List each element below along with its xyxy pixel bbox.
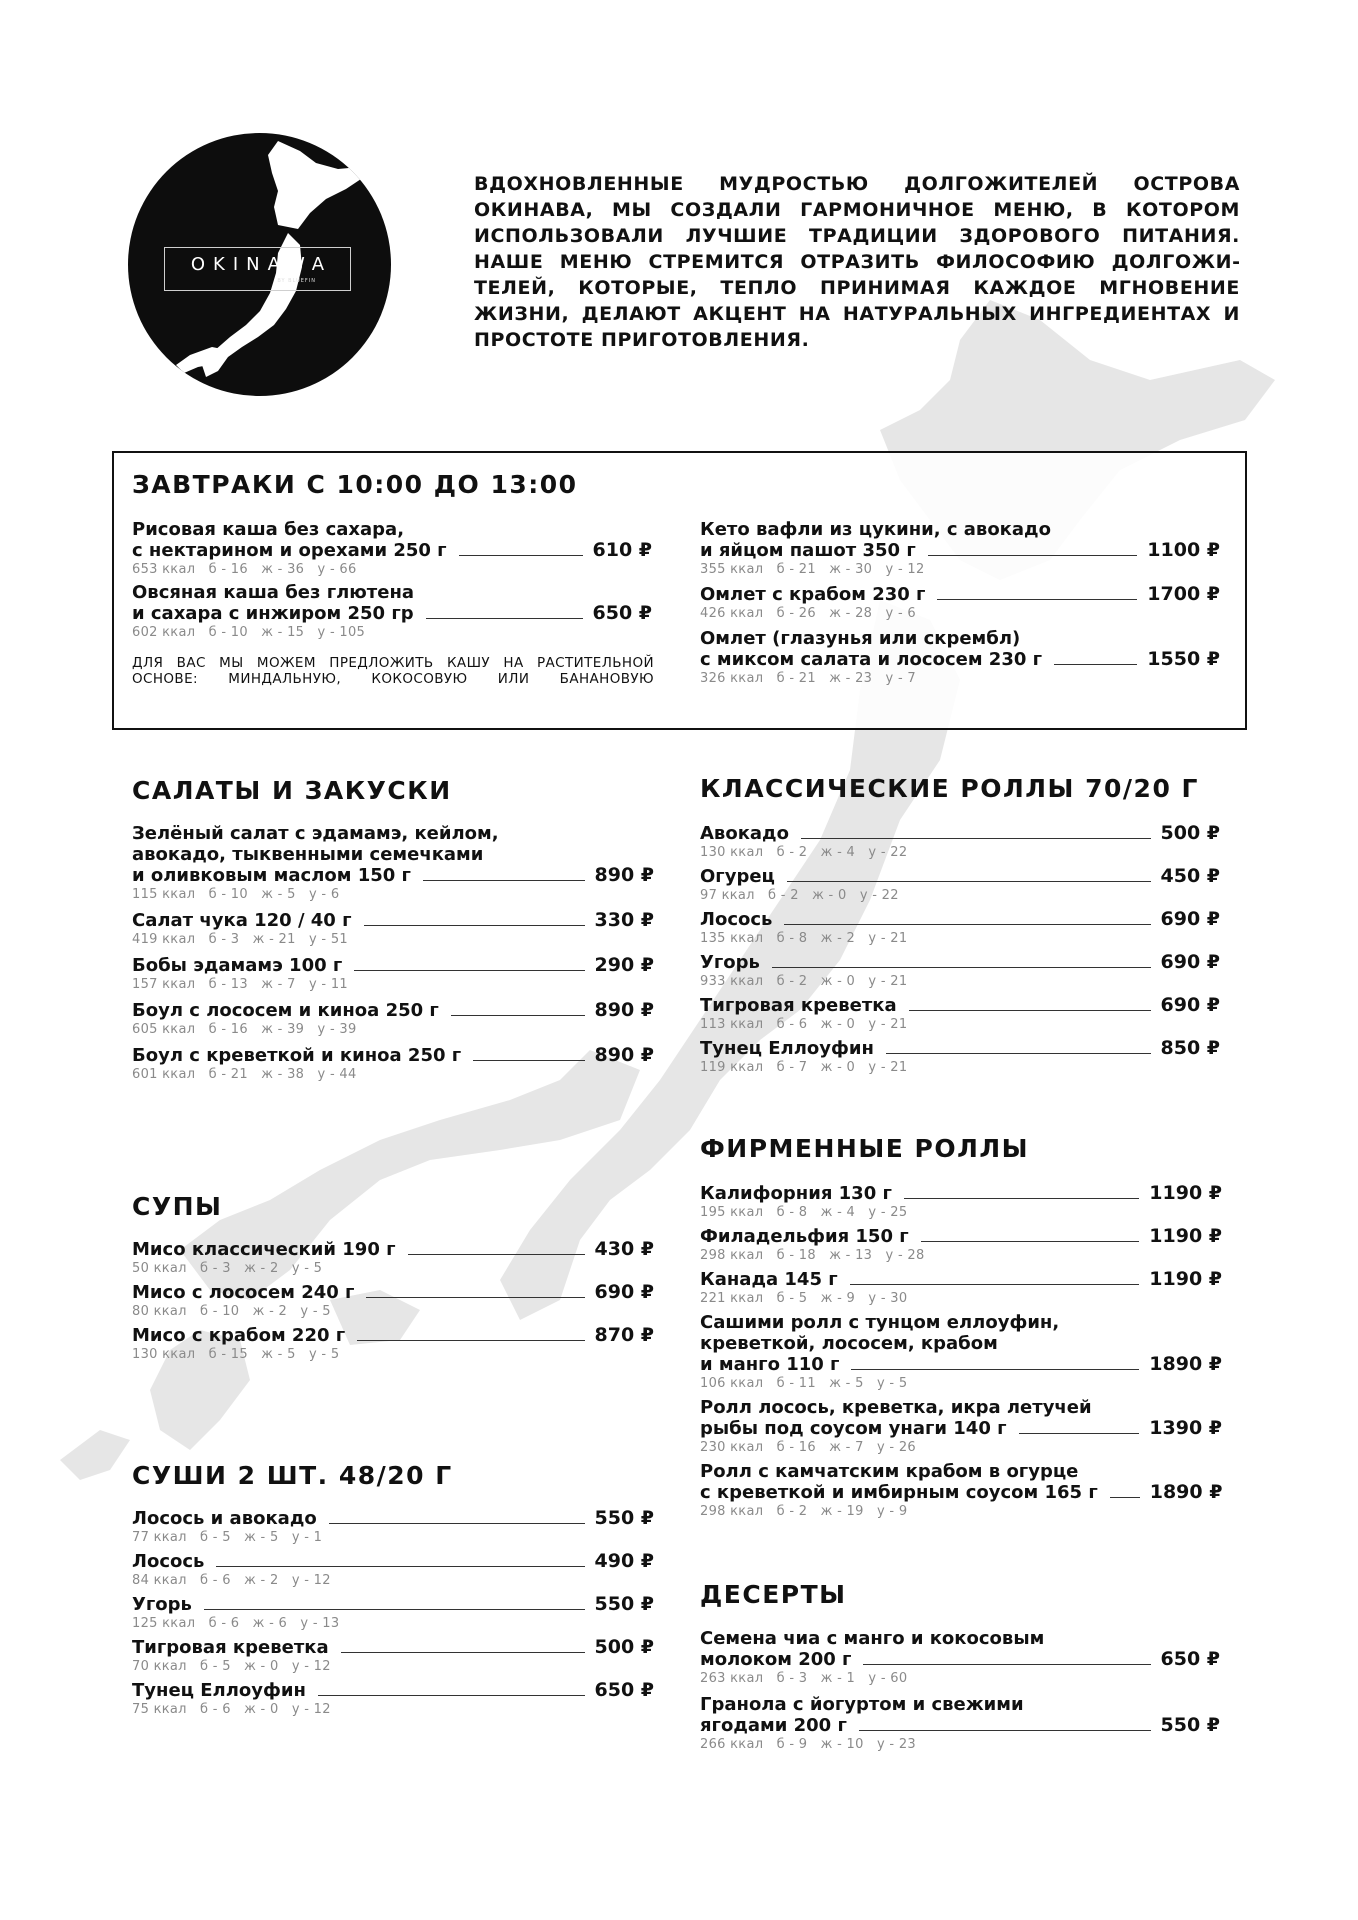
leader-line [216, 1566, 584, 1567]
item-nutrition: 115 ккал б - 10 ж - 5 у - 6 [132, 887, 340, 902]
desserts-title: ДЕСЕРТЫ [700, 1580, 847, 1609]
item-price: 330 ₽ [594, 909, 654, 931]
item-name: Тунец Еллоуфин [700, 1038, 874, 1059]
item-price-row [132, 1282, 654, 1303]
leader-line [423, 880, 585, 881]
leader-line [204, 1609, 585, 1610]
item-nutrition: 605 ккал б - 16 ж - 39 у - 39 [132, 1022, 357, 1037]
item-nutrition: 113 ккал б - 6 ж - 0 у - 21 [700, 1017, 908, 1032]
leader-line [904, 1198, 1139, 1199]
leader-line [851, 1369, 1139, 1370]
item-price-row [132, 1594, 654, 1615]
leader-line [1019, 1433, 1140, 1434]
leader-line [366, 1297, 584, 1298]
item-name: и сахара с инжиром 250 гр [132, 603, 414, 624]
classic-rolls-list [700, 823, 1220, 1076]
item-price-row [132, 955, 654, 976]
item-price-row [700, 649, 1220, 670]
item-price: 650 ₽ [594, 1679, 654, 1701]
item-nutrition: 419 ккал б - 3 ж - 21 у - 51 [132, 932, 348, 947]
item-name: Боул с креветкой и киноа 250 г [132, 1045, 462, 1066]
menu-item [700, 1628, 1220, 1687]
intro-text: ВДОХНОВЛЕННЫЕ МУДРОСТЬЮ ДОЛГОЖИТЕЛЕЙ ОСТРОВА ОКИНАВА, МЫ СОЗДАЛИ ГАРМОНИЧНОЕ МЕНЮ, В КОТОРОМ ИСПОЛЬЗОВАЛИ ЛУЧШИЕ ТРАДИЦИИ ЗДОРОВОГО ПИТАНИЯ. НАШЕ МЕНЮ СТРЕМИТСЯ ОТРАЗИТЬ ФИЛОСОФИЮ ДОЛГОЖИТЕЛЕЙ, КОТОРЫЕ, ТЕПЛО ПРИНИМАЯ КАЖДОЕ МГНОВЕНИЕ ЖИЗНИ, ДЕЛАЮТ АКЦЕНТ НА НАТУРАЛЬНЫХ ИНГРЕДИЕНТАХ И ПРОСТОТЕ ПРИГОТОВЛЕНИЯ. [474, 173, 1240, 351]
item-name: Тигровая креветка [132, 1637, 329, 1658]
menu-item [700, 995, 1220, 1033]
item-name: Боул с лососем и киноа 250 г [132, 1000, 439, 1021]
item-price: 650 ₽ [1160, 1648, 1220, 1670]
item-nutrition: 230 ккал б - 16 ж - 7 у - 26 [700, 1440, 916, 1455]
item-price: 1700 ₽ [1147, 583, 1220, 605]
item-name: и оливковым маслом 150 г [132, 865, 411, 886]
item-price: 430 ₽ [594, 1238, 654, 1260]
salads-title: САЛАТЫ И ЗАКУСКИ [132, 776, 452, 805]
item-price: 1190 ₽ [1149, 1182, 1222, 1204]
item-price-row [700, 1354, 1222, 1375]
item-price-row [132, 910, 654, 931]
item-nutrition: 426 ккал б - 26 ж - 28 у - 6 [700, 606, 916, 621]
soups-title: СУПЫ [132, 1192, 223, 1221]
item-name: с нектарином и орехами 250 г [132, 540, 447, 561]
menu-item [132, 823, 654, 903]
item-price-row [700, 584, 1220, 605]
item-name-line: авокадо, тыквенными семечками [132, 844, 484, 865]
item-name: Омлет с крабом 230 г [700, 584, 926, 605]
item-name-line: Омлет (глазунья или скрембл) [700, 628, 1021, 649]
sushi-title: СУШИ 2 ШТ. 48/20 Г [132, 1461, 453, 1490]
item-name: Бобы эдамамэ 100 г [132, 955, 343, 976]
item-price-row [700, 1269, 1222, 1290]
item-nutrition: 326 ккал б - 21 ж - 23 у - 7 [700, 671, 916, 686]
menu-item [132, 1637, 654, 1675]
breakfast-title: ЗАВТРАКИ С 10:00 ДО 13:00 [132, 470, 578, 499]
item-price: 690 ₽ [594, 1281, 654, 1303]
item-price: 1890 ₽ [1149, 1353, 1222, 1375]
leader-line [886, 1053, 1151, 1054]
item-price-row [132, 1637, 654, 1658]
leader-line [937, 599, 1137, 600]
item-price: 890 ₽ [594, 1044, 654, 1066]
item-price-row [700, 1649, 1220, 1670]
item-nutrition: 933 ккал б - 2 ж - 0 у - 21 [700, 974, 908, 989]
item-nutrition: 221 ккал б - 5 ж - 9 у - 30 [700, 1291, 908, 1306]
menu-item [700, 519, 1220, 578]
leader-line [329, 1523, 585, 1524]
leader-line [863, 1664, 1150, 1665]
item-price: 870 ₽ [594, 1324, 654, 1346]
item-name: Мисо с крабом 220 г [132, 1325, 346, 1346]
item-nutrition: 80 ккал б - 10 ж - 2 у - 5 [132, 1304, 331, 1319]
item-price: 490 ₽ [594, 1550, 654, 1572]
leader-line [451, 1015, 585, 1016]
item-nutrition: 601 ккал б - 21 ж - 38 у - 44 [132, 1067, 357, 1082]
item-name-line: Зелёный салат с эдамамэ, кейлом, [132, 823, 499, 844]
item-name: Угорь [700, 952, 760, 973]
leader-line [859, 1730, 1151, 1731]
leader-line [909, 1010, 1151, 1011]
menu-item [132, 1508, 654, 1546]
menu-item [700, 1694, 1220, 1753]
item-price: 1190 ₽ [1149, 1225, 1222, 1247]
desserts-list [700, 1628, 1220, 1753]
menu-item [132, 582, 652, 641]
menu-item [700, 823, 1220, 861]
item-price-row [700, 909, 1220, 930]
leader-line [408, 1254, 585, 1255]
item-price: 890 ₽ [594, 999, 654, 1021]
item-price: 550 ₽ [594, 1507, 654, 1529]
item-price-row [132, 1239, 654, 1260]
menu-item [132, 1239, 654, 1277]
item-price-row [700, 1226, 1222, 1247]
breakfast-right-column [700, 519, 1220, 687]
soups-list [132, 1239, 654, 1363]
item-nutrition: 119 ккал б - 7 ж - 0 у - 21 [700, 1060, 908, 1075]
item-price: 500 ₽ [1160, 822, 1220, 844]
item-nutrition: 298 ккал б - 18 ж - 13 у - 28 [700, 1248, 925, 1263]
menu-item [132, 1045, 654, 1083]
leader-line [341, 1652, 585, 1653]
item-nutrition: 75 ккал б - 6 ж - 0 у - 12 [132, 1702, 331, 1717]
menu-item [132, 1325, 654, 1363]
menu-item [132, 1282, 654, 1320]
item-name-line: Сашими ролл с тунцом еллоуфин, [700, 1312, 1060, 1333]
leader-line [801, 838, 1151, 839]
item-price-row [132, 1325, 654, 1346]
item-name: и яйцом пашот 350 г [700, 540, 916, 561]
item-name: Огурец [700, 866, 775, 887]
leader-line [928, 555, 1138, 556]
menu-item [700, 1312, 1222, 1392]
item-nutrition: 130 ккал б - 15 ж - 5 у - 5 [132, 1347, 340, 1362]
item-price: 1190 ₽ [1149, 1268, 1222, 1290]
item-nutrition: 135 ккал б - 8 ж - 2 у - 21 [700, 931, 908, 946]
leader-line [364, 925, 585, 926]
item-price-row [132, 1000, 654, 1021]
item-name: Лосось [132, 1551, 205, 1572]
item-name: Угорь [132, 1594, 192, 1615]
item-name-line: Гранола с йогуртом и свежими [700, 1694, 1024, 1715]
item-name: с миксом салата и лососем 230 г [700, 649, 1043, 670]
item-price-row [132, 1680, 654, 1701]
item-name-line: креветкой, лососем, крабом [700, 1333, 998, 1354]
menu-item [700, 952, 1220, 990]
breakfast-left-column [132, 519, 652, 641]
leader-line [473, 1060, 584, 1061]
menu-item [700, 1397, 1222, 1456]
menu-item [132, 1680, 654, 1718]
item-price: 450 ₽ [1160, 865, 1220, 887]
item-price: 1390 ₽ [1149, 1417, 1222, 1439]
item-price: 690 ₽ [1160, 908, 1220, 930]
item-price: 610 ₽ [592, 539, 652, 561]
item-name-line: Овсяная каша без глютена [132, 582, 415, 603]
item-price: 1550 ₽ [1147, 648, 1220, 670]
item-name: Калифорния 130 г [700, 1183, 892, 1204]
item-nutrition: 157 ккал б - 13 ж - 7 у - 11 [132, 977, 348, 992]
item-price-row [700, 952, 1220, 973]
item-name: Мисо с лососем 240 г [132, 1282, 355, 1303]
menu-item [700, 1183, 1222, 1221]
item-name: и манго 110 г [700, 1354, 840, 1375]
item-name-line: Семена чиа с манго и кокосовым [700, 1628, 1045, 1649]
item-price-row [700, 540, 1220, 561]
item-price: 1890 ₽ [1149, 1481, 1223, 1503]
menu-item [132, 1594, 654, 1632]
breakfast-note: ДЛЯ ВАС МЫ МОЖЕМ ПРЕДЛОЖИТЬ КАШУ НА РАСТИТЕЛЬНОЙ ОСНОВЕ: МИНДАЛЬНУЮ, КОКОСОВУЮ ИЛИ БАНАНОВУЮ [132, 655, 654, 687]
item-price-row [700, 1418, 1222, 1439]
item-nutrition: 195 ккал б - 8 ж - 4 у - 25 [700, 1205, 908, 1220]
item-price-row [132, 1508, 654, 1529]
leader-line [354, 970, 584, 971]
item-price-row [700, 823, 1220, 844]
item-price-row [132, 603, 652, 624]
item-price-row [132, 540, 652, 561]
item-name: Лосось [700, 909, 773, 930]
item-name: Салат чука 120 / 40 г [132, 910, 352, 931]
item-nutrition: 50 ккал б - 3 ж - 2 у - 5 [132, 1261, 323, 1276]
item-name-line: Ролл лосось, креветка, икра летучей [700, 1397, 1092, 1418]
item-price: 650 ₽ [592, 602, 652, 624]
leader-line [784, 924, 1150, 925]
item-price-row [700, 1038, 1220, 1059]
item-price: 290 ₽ [594, 954, 654, 976]
logo-subtitle: BY BLUEFIN [277, 278, 316, 284]
menu-item [132, 1551, 654, 1589]
logo-wordmark: OKINAWA [190, 254, 333, 275]
item-name: Тигровая креветка [700, 995, 897, 1016]
menu-item [700, 909, 1220, 947]
item-price: 890 ₽ [594, 864, 654, 886]
menu-item [132, 1000, 654, 1038]
item-name: молоком 200 г [700, 1649, 852, 1670]
item-price-row [700, 995, 1220, 1016]
leader-line [318, 1695, 585, 1696]
leader-line [1054, 664, 1137, 665]
logo-frame [164, 247, 351, 291]
salads-list [132, 823, 654, 1083]
item-name: Тунец Еллоуфин [132, 1680, 306, 1701]
item-price-row [132, 1551, 654, 1572]
item-name: Мисо классический 190 г [132, 1239, 396, 1260]
classic-rolls-title: КЛАССИЧЕСКИЕ РОЛЛЫ 70/20 Г [700, 774, 1199, 803]
okinawa-logo [128, 133, 391, 396]
menu-item [132, 955, 654, 993]
item-nutrition: 298 ккал б - 2 ж - 19 у - 9 [700, 1504, 908, 1519]
item-name: рыбы под соусом унаги 140 г [700, 1418, 1007, 1439]
item-nutrition: 263 ккал б - 3 ж - 1 у - 60 [700, 1671, 908, 1686]
item-price-row [132, 1045, 654, 1066]
leader-line [787, 881, 1151, 882]
item-name: Канада 145 г [700, 1269, 838, 1290]
leader-line [426, 618, 583, 619]
item-nutrition: 355 ккал б - 21 ж - 30 у - 12 [700, 562, 925, 577]
menu-item [132, 519, 652, 578]
menu-item [700, 1038, 1220, 1076]
leader-line [357, 1340, 584, 1341]
signature-rolls-title: ФИРМЕННЫЕ РОЛЛЫ [700, 1134, 1030, 1163]
item-name: Авокадо [700, 823, 789, 844]
leader-line [1110, 1497, 1140, 1498]
item-nutrition: 77 ккал б - 5 ж - 5 у - 1 [132, 1530, 323, 1545]
menu-item [700, 628, 1220, 687]
item-nutrition: 653 ккал б - 16 ж - 36 у - 66 [132, 562, 357, 577]
leader-line [772, 967, 1151, 968]
item-price-row [132, 865, 654, 886]
leader-line [850, 1284, 1140, 1285]
item-nutrition: 70 ккал б - 5 ж - 0 у - 12 [132, 1659, 331, 1674]
item-price: 550 ₽ [1160, 1714, 1220, 1736]
item-price-row [700, 1715, 1220, 1736]
item-price: 500 ₽ [594, 1636, 654, 1658]
menu-item [132, 910, 654, 948]
signature-rolls-list [700, 1183, 1222, 1520]
item-name-line: Ролл с камчатским крабом в огурце [700, 1461, 1079, 1482]
menu-item [700, 866, 1220, 904]
item-nutrition: 266 ккал б - 9 ж - 10 у - 23 [700, 1737, 916, 1752]
item-name: с креветкой и имбирным соусом 165 г [700, 1482, 1098, 1503]
item-nutrition: 97 ккал б - 2 ж - 0 у - 22 [700, 888, 899, 903]
item-nutrition: 84 ккал б - 6 ж - 2 у - 12 [132, 1573, 331, 1588]
item-price: 850 ₽ [1160, 1037, 1220, 1059]
item-name-line: Кето вафли из цукини, с авокадо [700, 519, 1051, 540]
item-name: ягодами 200 г [700, 1715, 847, 1736]
menu-item [700, 1269, 1222, 1307]
item-price: 690 ₽ [1160, 994, 1220, 1016]
menu-item [700, 1226, 1222, 1264]
item-nutrition: 125 ккал б - 6 ж - 6 у - 13 [132, 1616, 340, 1631]
item-price: 690 ₽ [1160, 951, 1220, 973]
leader-line [921, 1241, 1140, 1242]
menu-item [700, 1461, 1222, 1520]
item-name-line: Рисовая каша без сахара, [132, 519, 405, 540]
sushi-list [132, 1508, 654, 1718]
item-price-row [700, 866, 1220, 887]
item-price: 550 ₽ [594, 1593, 654, 1615]
item-nutrition: 130 ккал б - 2 ж - 4 у - 22 [700, 845, 908, 860]
item-nutrition: 602 ккал б - 10 ж - 15 у - 105 [132, 625, 366, 640]
leader-line [459, 555, 583, 556]
item-nutrition: 106 ккал б - 11 ж - 5 у - 5 [700, 1376, 908, 1391]
item-price-row [700, 1482, 1222, 1503]
item-name: Филадельфия 150 г [700, 1226, 909, 1247]
item-price: 1100 ₽ [1147, 539, 1220, 561]
menu-item [700, 584, 1220, 622]
item-price-row [700, 1183, 1222, 1204]
item-name: Лосось и авокадо [132, 1508, 317, 1529]
